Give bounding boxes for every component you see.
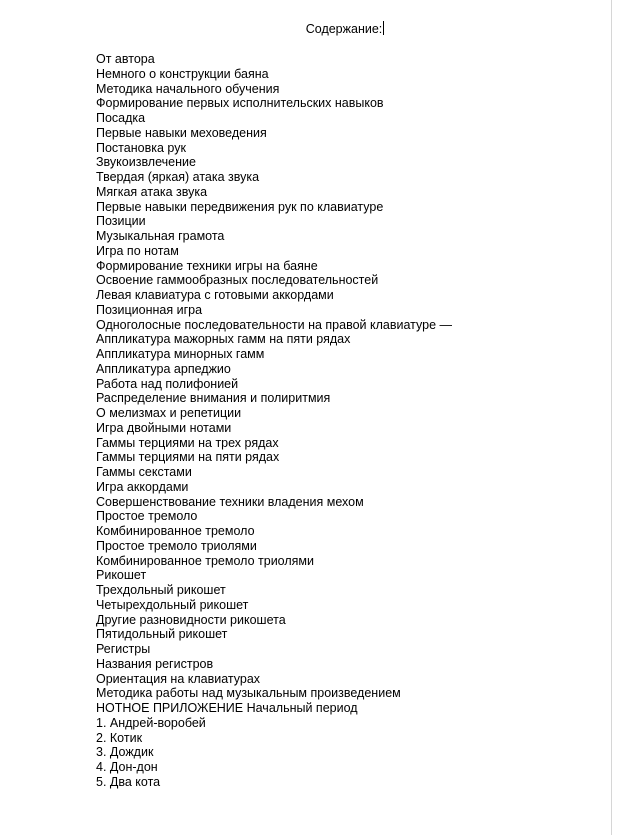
text-cursor xyxy=(383,21,384,35)
toc-item: Первые навыки меховедения xyxy=(96,125,267,140)
toc-item: Игра аккордами xyxy=(96,479,189,494)
toc-item: Твердая (яркая) атака звука xyxy=(96,170,260,184)
toc-item: Рикошет xyxy=(96,568,147,583)
toc-item: Аппликатура мажорных гамм на пяти рядах xyxy=(96,332,351,347)
toc-item: 2. Котик xyxy=(96,730,143,745)
toc-item: Пятидольный рикошет xyxy=(96,627,228,642)
toc-item: 5. Два кота xyxy=(96,774,161,789)
toc-item: Позиции xyxy=(96,214,146,229)
toc-item: Гаммы секстами xyxy=(96,465,192,479)
toc-item: Четырехдольный рикошет xyxy=(96,597,249,612)
toc-item: Работа над полифонией xyxy=(96,376,239,391)
toc-item: Совершенствование техники владения мехом xyxy=(96,494,364,509)
toc-item: Простое тремоло xyxy=(96,509,198,524)
toc-item: Распределение внимания и полиритмия xyxy=(96,391,331,406)
table-of-contents xyxy=(96,52,452,790)
toc-item: Методика работы над музыкальным произведением xyxy=(96,686,401,701)
toc-item: От автора xyxy=(96,52,155,66)
toc-item: Формирование техники игры на баяне xyxy=(96,258,318,273)
toc-item: Формирование первых исполнительских навыков xyxy=(96,96,384,111)
toc-item: 1. Андрей-воробей xyxy=(96,715,206,730)
toc-item: Гаммы терциями на трех рядах xyxy=(96,435,279,450)
toc-item: Комбинированное тремоло xyxy=(96,524,255,538)
toc-item: Простое тремоло триолями xyxy=(96,538,257,553)
document-title: Содержание: xyxy=(305,22,383,36)
toc-item: Аппликатура минорных гамм xyxy=(96,347,265,361)
toc-item: Позиционная игра xyxy=(96,302,203,317)
toc-item: Названия регистров xyxy=(96,656,214,671)
toc-item: 3. Дождик xyxy=(96,745,154,760)
toc-item: Другие разновидности рикошета xyxy=(96,612,286,627)
toc-item: Левая клавиатура с готовыми аккордами xyxy=(96,288,334,302)
toc-item: Мягкая атака звука xyxy=(96,184,208,199)
toc-item: Игра двойными нотами xyxy=(96,420,232,435)
toc-item: Ориентация на клавиатурах xyxy=(96,671,261,686)
toc-item: НОТНОЕ ПРИЛОЖЕНИЕ Начальный период xyxy=(96,701,358,715)
toc-item: Освоение гаммообразных последовательностей xyxy=(96,273,379,288)
toc-item: Одноголосные последовательности на правой клавиатуре — xyxy=(96,317,452,332)
toc-item: Аппликатура арпеджио xyxy=(96,361,231,376)
toc-item: Звукоизвлечение xyxy=(96,155,196,170)
toc-item: Первые навыки передвижения рук по клавиатуре xyxy=(96,199,384,214)
toc-item: Трехдольный рикошет xyxy=(96,583,226,597)
document-title-line[interactable] xyxy=(0,21,625,37)
toc-item: Музыкальная грамота xyxy=(96,229,225,243)
toc-item: Гаммы терциями на пяти рядах xyxy=(96,450,280,465)
toc-item: Комбинированное тремоло триолями xyxy=(96,553,314,568)
toc-item: 4. Дон-дон xyxy=(96,760,158,774)
toc-item: Постановка рук xyxy=(96,140,186,155)
toc-item: Методика начального обучения xyxy=(96,81,280,96)
toc-item: Немного о конструкции баяна xyxy=(96,66,269,81)
toc-item: Игра по нотам xyxy=(96,243,179,258)
toc-item: Посадка xyxy=(96,111,146,125)
toc-item: Регистры xyxy=(96,642,151,656)
toc-item: О мелизмах и репетиции xyxy=(96,406,242,420)
